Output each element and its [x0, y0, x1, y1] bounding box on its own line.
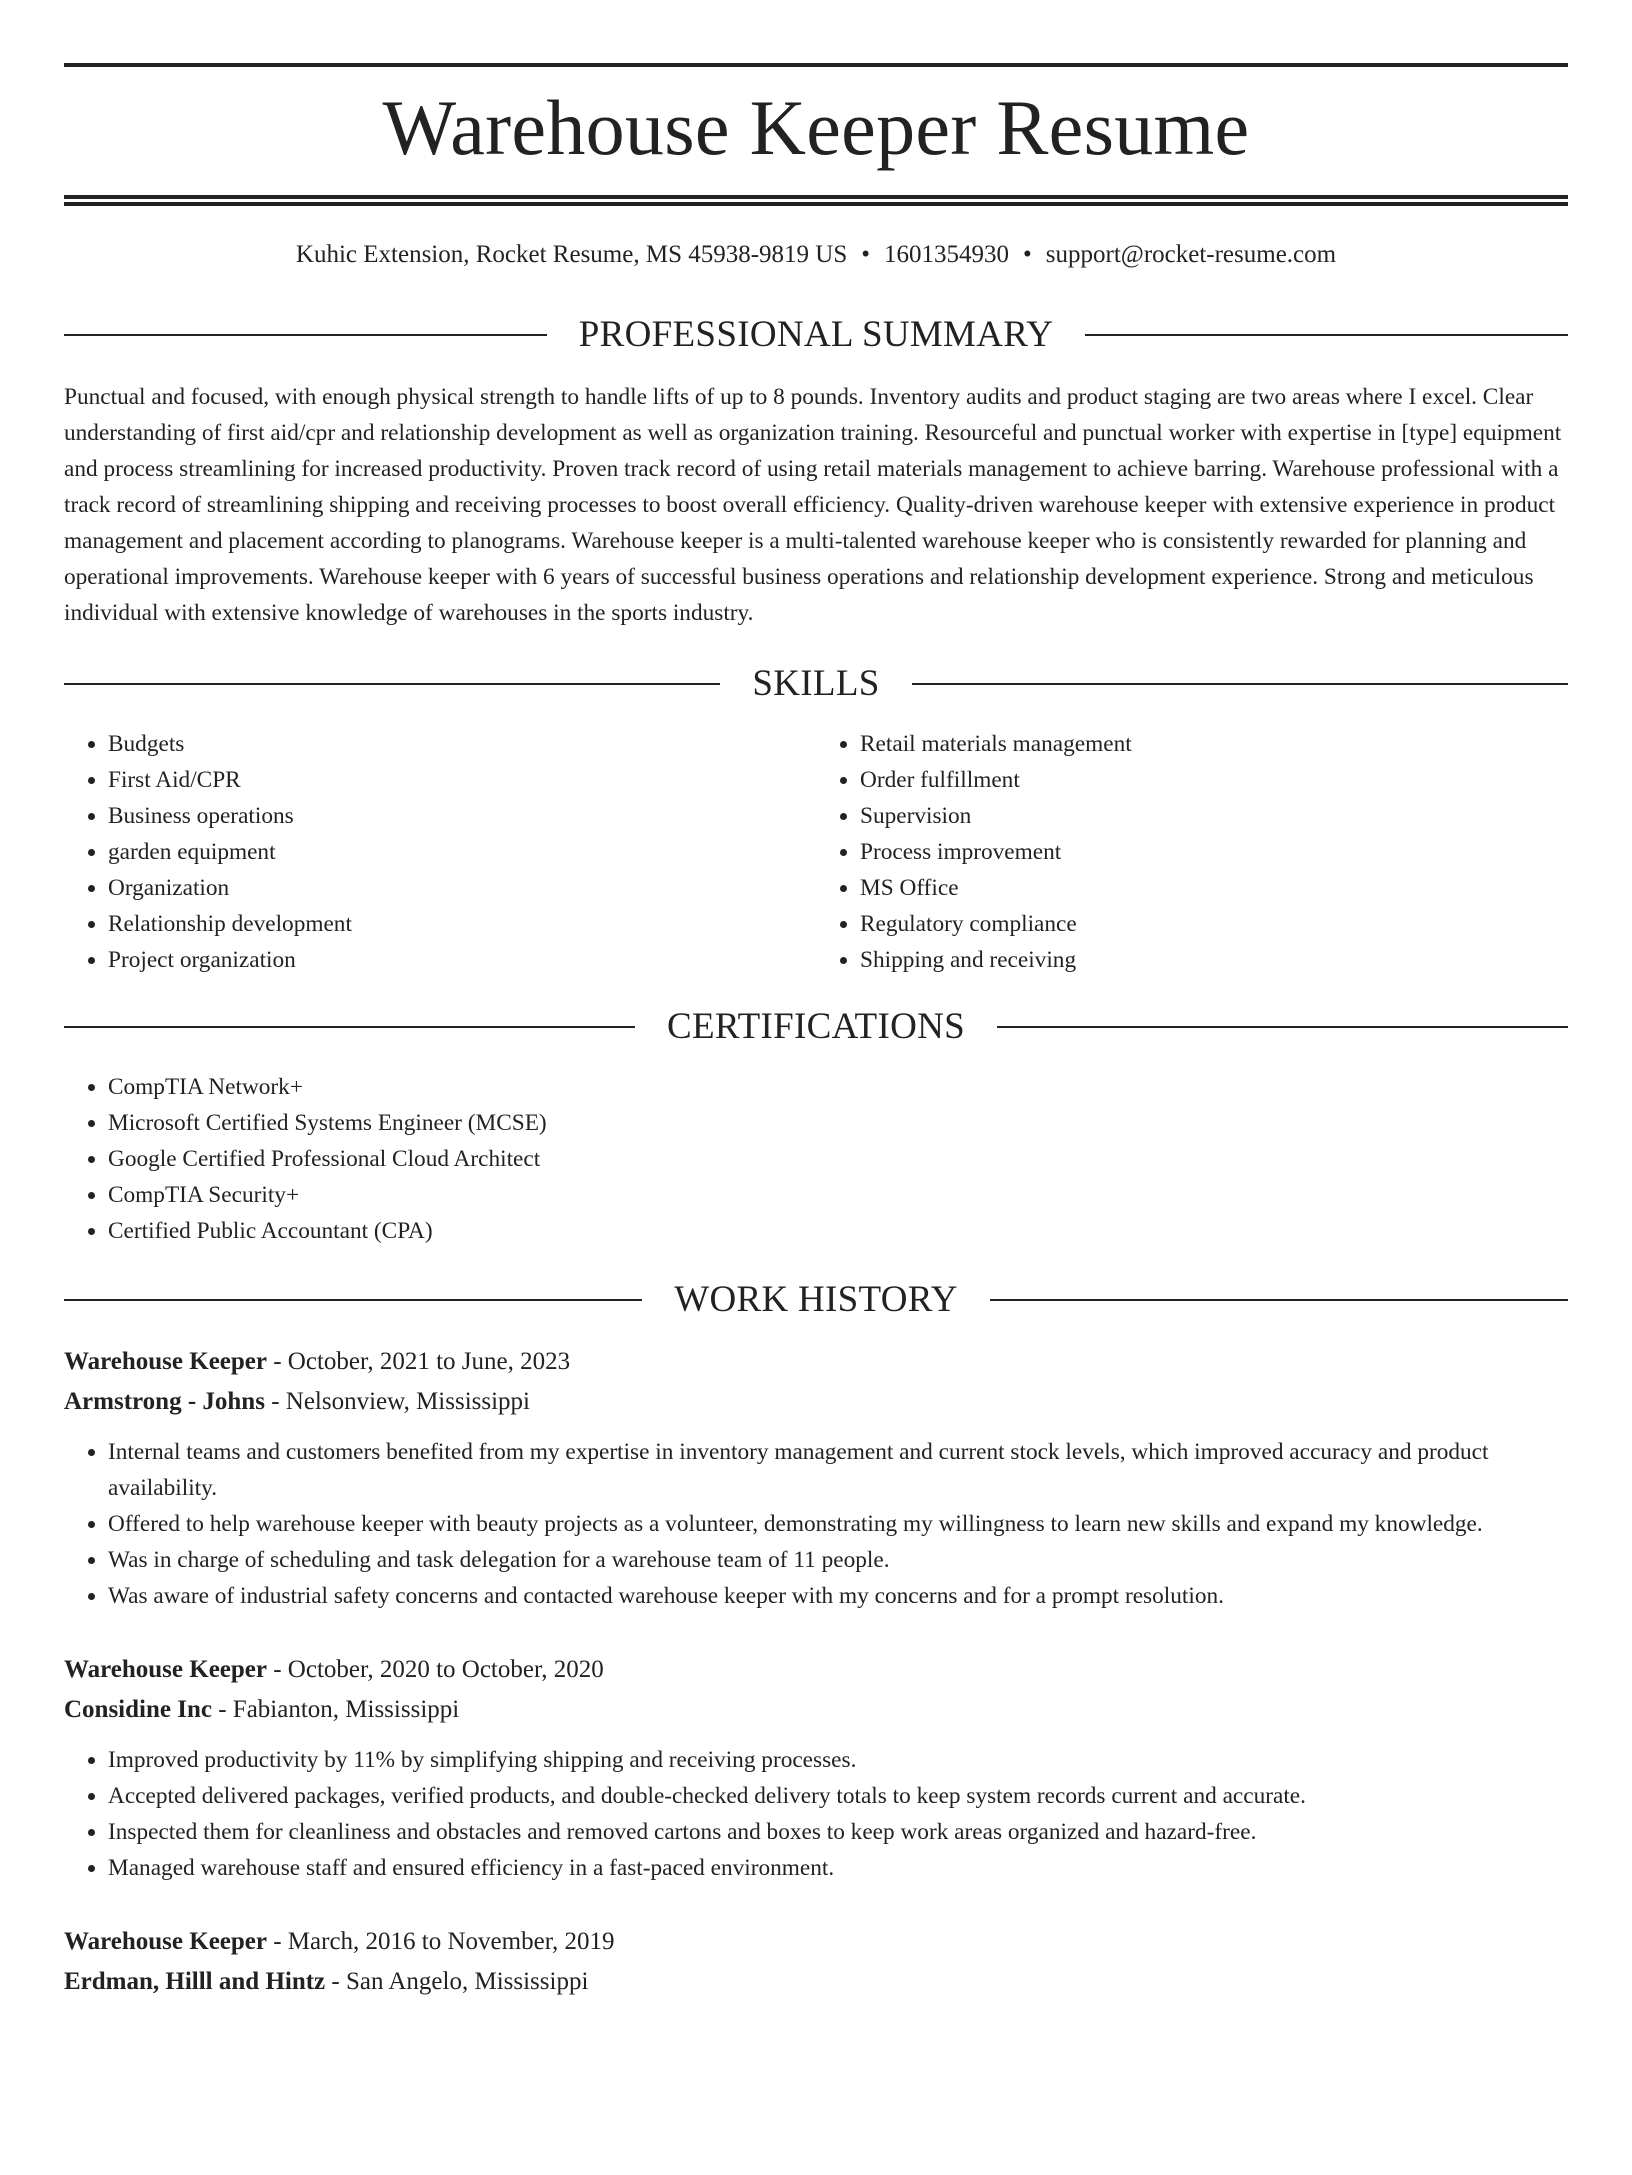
section-title-skills: SKILLS — [752, 663, 880, 704]
section-header-certifications — [64, 1008, 1568, 1045]
job-bullet: • Improved productivity by 11% by simplifying shipping and receiving processes. — [108, 1742, 1568, 1778]
job-entry — [64, 1922, 1568, 2002]
job-dates: - March, 2016 to November, 2019 — [273, 1928, 615, 1955]
certification-item: • Certified Public Accountant (CPA) — [108, 1213, 1568, 1249]
job-bullets — [64, 1434, 1568, 1614]
top-rule — [64, 63, 1568, 67]
section-rule — [64, 334, 547, 336]
certification-item: • CompTIA Security+ — [108, 1177, 1568, 1213]
job-company-line — [64, 1690, 1568, 1730]
section-rule — [912, 683, 1568, 685]
skill-item: • Supervision — [860, 798, 1568, 834]
section-title-certifications: CERTIFICATIONS — [667, 1006, 965, 1047]
job-title-line — [64, 1922, 1568, 1962]
section-rule — [990, 1299, 1568, 1301]
skills-column-left — [64, 726, 816, 978]
summary-text: Punctual and focused, with enough physical strength to handle lifts of up to 8 pounds. Inventory audits and product staging are two areas where I excel. Clear understanding of first aid/cpr and relationship development as well as organization training. Resourceful and punctual worker with expertise in [type] equipment and process streamlining for increased productivity. Proven track record of using retail materials management to achieve barring. Warehouse professional with a track record of streamlining shipping and receiving processes to boost overall efficiency. Quality-driven warehouse keeper with extensive experience in product management and placement according to planograms. Warehouse keeper is a multi-talented warehouse keeper who is consistently rewarded for planning and operational improvements. Warehouse keeper with 6 years of successful business operations and relationship development experience. Strong and meticulous individual with extensive knowledge of warehouses in the sports industry. — [64, 384, 1562, 626]
section-rule — [64, 1299, 642, 1301]
section-rule — [997, 1026, 1568, 1028]
skills-list — [64, 726, 1568, 978]
contact-separator: • — [861, 241, 871, 268]
contact-separator: • — [1023, 241, 1032, 268]
job-title: Warehouse Keeper — [64, 1928, 267, 1955]
job-title: Warehouse Keeper — [64, 1348, 267, 1375]
contact-email: support@rocket-resume.com — [1045, 241, 1337, 268]
job-entry — [64, 1650, 1568, 1886]
title-double-rule — [64, 195, 1568, 206]
skill-item: • Regulatory compliance — [860, 906, 1568, 942]
job-bullets — [64, 1742, 1568, 1886]
contact-phone: 1601354930 — [884, 241, 1010, 268]
certification-item: • Microsoft Certified Systems Engineer (MCSE) — [108, 1105, 1568, 1141]
job-bullet: • Managed warehouse staff and ensured efficiency in a fast-paced environment. — [108, 1850, 1568, 1886]
certifications-list — [64, 1069, 1568, 1249]
job-company: Erdman, Hilll and Hintz — [64, 1968, 326, 1995]
skills-column-right — [816, 726, 1568, 978]
section-title-work-history: WORK HISTORY — [674, 1279, 958, 1320]
job-entry — [64, 1342, 1568, 1614]
job-company-line — [64, 1382, 1568, 1422]
job-location: - Nelsonview, Mississippi — [271, 1388, 531, 1415]
skill-item: • Process improvement — [860, 834, 1568, 870]
job-bullet: • Offered to help warehouse keeper with beauty projects as a volunteer, demonstrating my willingness to learn new skills and expand my knowledge. — [108, 1506, 1568, 1542]
job-company: Armstrong - Johns — [64, 1388, 265, 1415]
section-rule — [64, 683, 720, 685]
job-bullet: • Internal teams and customers benefited from my expertise in inventory management and current stock levels, which improved accuracy and product availability. — [108, 1434, 1568, 1506]
skill-item: • Business operations — [108, 798, 816, 834]
job-company-line — [64, 1962, 1568, 2002]
job-location: - Fabianton, Mississippi — [218, 1696, 460, 1723]
section-rule — [64, 1026, 635, 1028]
skill-item: • Organization — [108, 870, 816, 906]
skill-item: • Budgets — [108, 726, 816, 762]
skill-item: • Shipping and receiving — [860, 942, 1568, 978]
section-rule — [1085, 334, 1568, 336]
job-title-line — [64, 1650, 1568, 1690]
skill-item: • Project organization — [108, 942, 816, 978]
skill-item: • First Aid/CPR — [108, 762, 816, 798]
job-bullet: • Accepted delivered packages, verified products, and double-checked delivery totals to keep system records current and accurate. — [108, 1778, 1568, 1814]
job-bullet: • Was aware of industrial safety concerns and contacted warehouse keeper with my concerns and for a prompt resolution. — [108, 1578, 1568, 1614]
job-dates: - October, 2020 to October, 2020 — [273, 1656, 604, 1683]
section-header-skills — [64, 665, 1568, 702]
certification-item: • CompTIA Network+ — [108, 1069, 1568, 1105]
skill-item: • Retail materials management — [860, 726, 1568, 762]
section-title-summary: PROFESSIONAL SUMMARY — [578, 314, 1054, 355]
job-dates: - October, 2021 to June, 2023 — [273, 1348, 571, 1375]
resume-page — [0, 63, 1632, 2175]
section-header-summary — [64, 316, 1568, 353]
contact-address: Kuhic Extension, Rocket Resume, MS 45938-9819 US — [295, 241, 848, 268]
job-bullet: • Inspected them for cleanliness and obstacles and removed cartons and boxes to keep work areas organized and hazard-free. — [108, 1814, 1568, 1850]
page-title: Warehouse Keeper Resume — [382, 84, 1250, 171]
job-bullet: • Was in charge of scheduling and task delegation for a warehouse team of 11 people. — [108, 1542, 1568, 1578]
job-title: Warehouse Keeper — [64, 1656, 267, 1683]
skill-item: • Order fulfillment — [860, 762, 1568, 798]
job-title-line — [64, 1342, 1568, 1382]
section-header-work-history — [64, 1281, 1568, 1318]
skill-item: • Relationship development — [108, 906, 816, 942]
contact-line — [64, 242, 1568, 270]
job-company: Considine Inc — [64, 1696, 212, 1723]
skill-item: • garden equipment — [108, 834, 816, 870]
skill-item: • MS Office — [860, 870, 1568, 906]
job-location: - San Angelo, Mississippi — [331, 1968, 589, 1995]
certification-item: • Google Certified Professional Cloud Architect — [108, 1141, 1568, 1177]
